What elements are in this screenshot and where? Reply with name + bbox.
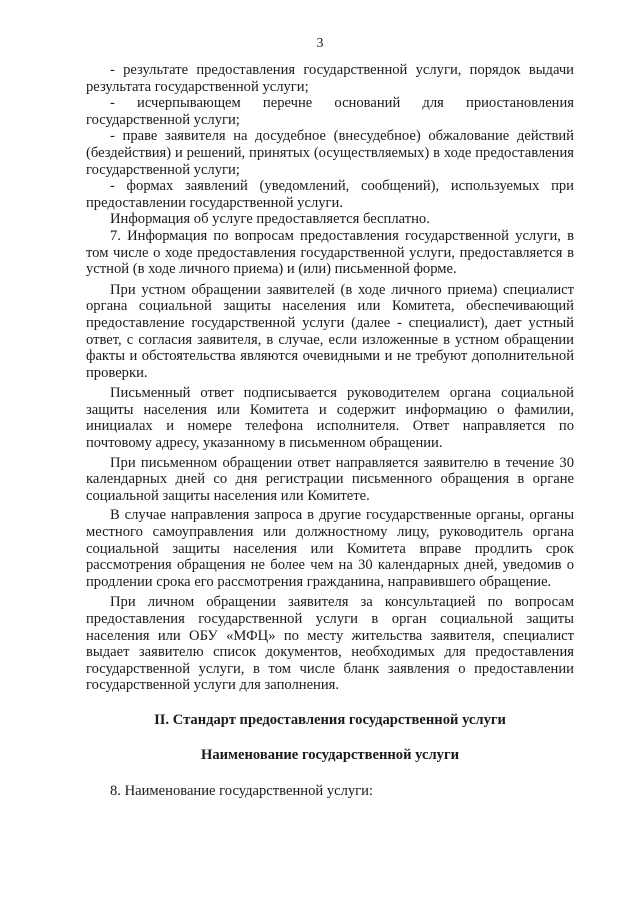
paragraph-result-info: - результате предоставления государственной услуги, порядок выдачи результата государственной услуги;	[86, 62, 574, 95]
paragraph-item-7: 7. Информация по вопросам предоставления государственной услуги, в том числе о ходе предоставления государственной услуги, предоставляется в устной (в ходе личного приема) и (или) письменной форме.	[86, 227, 574, 278]
paragraph-request-extension: В случае направления запроса в другие государственные органы, органы местного самоуправления или должностному лицу, руководитель органа социальной защиты населения или Комитета вправе продлить срок рассмотрения обращения не более чем на 30 календарных дней, уведомив о продлении срока его рассмотрения гражданина, направившего обращение.	[86, 507, 574, 590]
paragraph-written-request: При письменном обращении ответ направляется заявителю в течение 30 календарных дней со дня регистрации письменного обращения в органе социальной защиты населения или Комитете.	[86, 454, 574, 504]
paragraph-free-info: Информация об услуге предоставляется бесплатно.	[110, 211, 430, 228]
document-body	[86, 62, 574, 803]
section-heading: II. Стандарт предоставления государственной услуги	[154, 711, 506, 728]
paragraph-oral-request: При устном обращении заявителей (в ходе личного приема) специалист органа социальной защиты населения или Комитета, обеспечивающий предоставление государственной услуги (далее - специалист), дает устный ответ, с согласия заявителя, в случае, если изложенные в устном обращении факты и обстоятельства являются очевидными и не требуют дополнительной проверки.	[86, 281, 574, 381]
paragraph-written-answer: Письменный ответ подписывается руководителем органа социальной защиты населения или Комитета и содержит информацию о фамилии, инициалах и номере телефона исполнителя. Ответ направляется по почтовому адресу, указанному в письменном обращении.	[86, 385, 574, 452]
subheading: Наименование государственной услуги	[201, 746, 459, 763]
paragraph-suspension-grounds: - исчерпывающем перечне оснований для приостановления государственной услуги;	[86, 95, 574, 128]
paragraph-application-forms: - формах заявлений (уведомлений, сообщений), используемых при предоставлении государственной услуги.	[86, 178, 574, 211]
paragraph-appeal-right: - праве заявителя на досудебное (внесудебное) обжалование действий (бездействия) и решений, принятых (осуществляемых) в ходе предоставления государственной услуги;	[86, 128, 574, 178]
paragraph-personal-consultation: При личном обращении заявителя за консультацией по вопросам предоставления государственной услуги в орган социальной защиты населения или ОБУ «МФЦ» по месту жительства заявителя, специалист выдает заявителю список документов, необходимых для предоставления государственной услуги, в том числе бланк заявления о предоставлении государственной услуги для заполнения.	[86, 594, 574, 694]
page-number: 3	[316, 36, 324, 51]
paragraph-item-8: 8. Наименование государственной услуги:	[110, 783, 374, 800]
